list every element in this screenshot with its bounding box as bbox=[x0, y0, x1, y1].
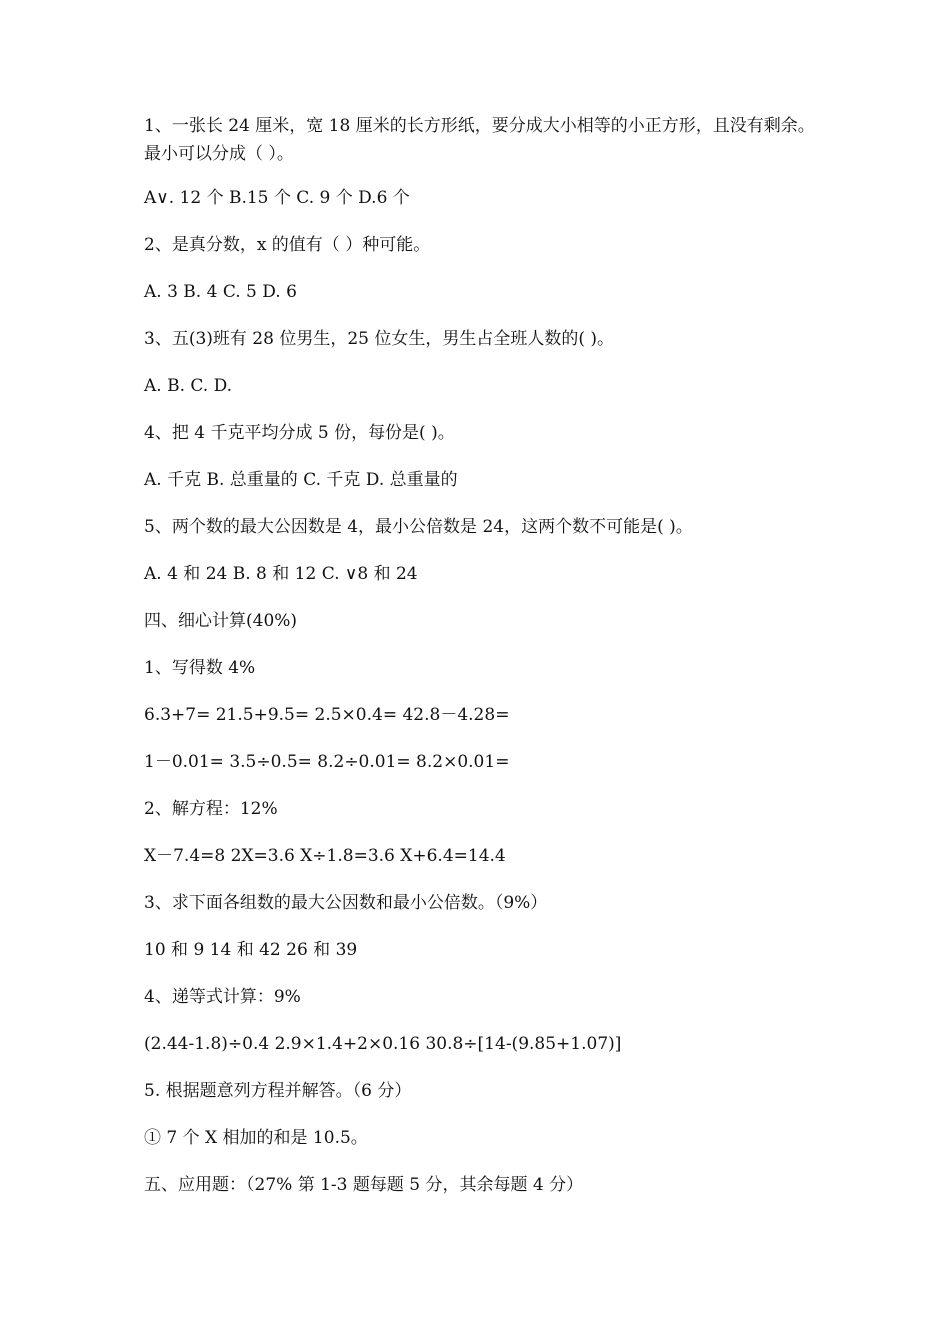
question-4-options: A. 千克 B. 总重量的 C. 千克 D. 总重量的 bbox=[144, 470, 458, 490]
question-2-options: A. 3 B. 4 C. 5 D. 6 bbox=[144, 282, 297, 302]
calc-5-item-1: ① 7 个 X 相加的和是 10.5。 bbox=[144, 1128, 368, 1148]
calc-4-heading: 4、递等式计算：9% bbox=[144, 987, 301, 1007]
question-3-options: A. B. C. D. bbox=[144, 376, 233, 396]
calc-2-equations: X－7.4=8 2X=3.6 X÷1.8=3.6 X+6.4=14.4 bbox=[144, 846, 506, 866]
calc-5-heading: 5. 根据题意列方程并解答。（6 分） bbox=[144, 1081, 412, 1101]
question-4: 4、把 4 千克平均分成 5 份，每份是( )。 bbox=[144, 423, 455, 443]
calc-1-row-1: 6.3+7= 21.5+9.5= 2.5×0.4= 42.8－4.28= bbox=[144, 705, 510, 725]
question-1: 1、一张长 24 厘米，宽 18 厘米的长方形纸，要分成大小相等的小正方形，且没有剩余。最小可以分成（ ）。 bbox=[144, 116, 815, 164]
calc-1-row-2: 1－0.01= 3.5÷0.5= 8.2÷0.01= 8.2×0.01= bbox=[144, 752, 510, 772]
calc-3-heading: 3、求下面各组数的最大公因数和最小公倍数。（9%） bbox=[144, 893, 548, 913]
calc-4-expressions: (2.44-1.8)÷0.4 2.9×1.4+2×0.16 30.8÷[14-(9.85+1.07)] bbox=[144, 1034, 622, 1054]
section-5-heading: 五、应用题：（27% 第 1-3 题每题 5 分，其余每题 4 分） bbox=[144, 1175, 584, 1195]
section-4-heading: 四、细心计算(40%) bbox=[144, 611, 298, 631]
question-1-options: A∨. 12 个 B.15 个 C. 9 个 D.6 个 bbox=[144, 188, 410, 208]
question-3: 3、五(3)班有 28 位男生，25 位女生，男生占全班人数的( )。 bbox=[144, 329, 615, 349]
calc-3-pairs: 10 和 9 14 和 42 26 和 39 bbox=[144, 940, 358, 960]
question-5: 5、两个数的最大公因数是 4，最小公倍数是 24，这两个数不可能是( )。 bbox=[144, 517, 693, 537]
question-5-options: A. 4 和 24 B. 8 和 12 C. ∨8 和 24 bbox=[144, 564, 418, 584]
calc-1-heading: 1、写得数 4% bbox=[144, 658, 256, 678]
question-2: 2、是真分数，x 的值有（ ）种可能。 bbox=[144, 235, 431, 255]
document-body bbox=[144, 112, 824, 1217]
calc-2-heading: 2、解方程：12% bbox=[144, 799, 278, 819]
